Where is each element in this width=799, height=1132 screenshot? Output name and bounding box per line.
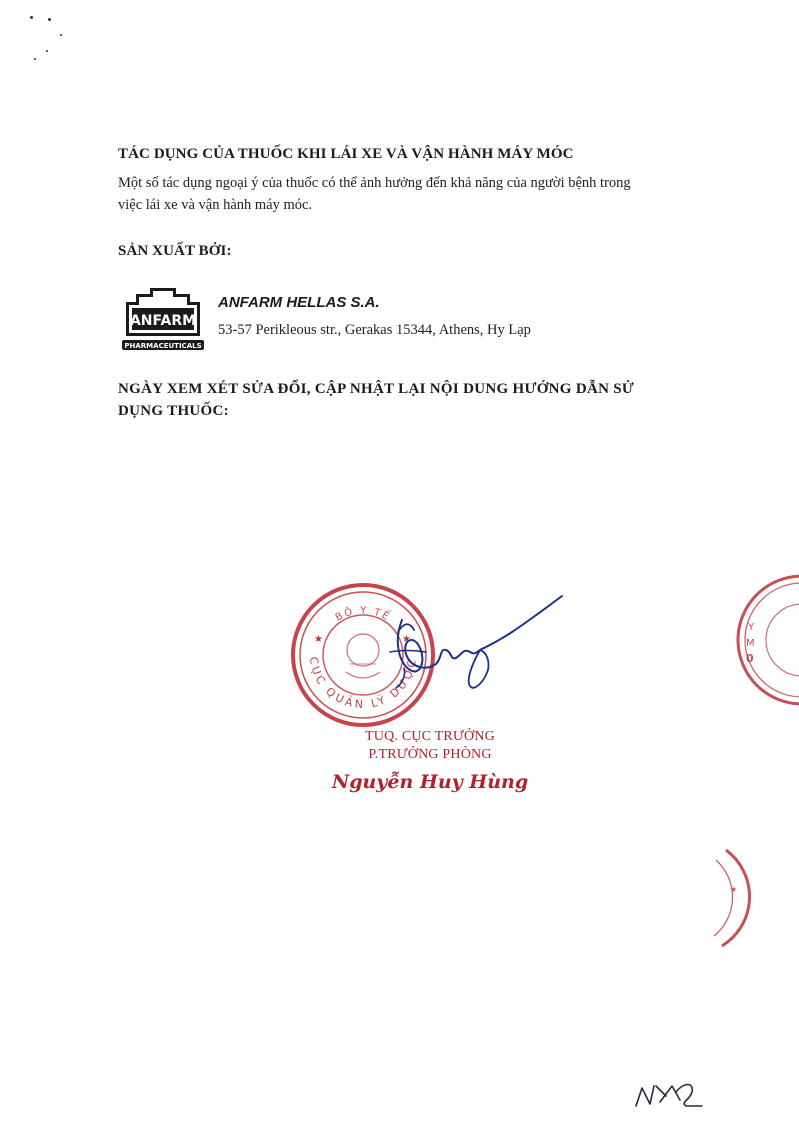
signatory-title-1: TUQ. CỤC TRƯỞNG [365, 729, 495, 744]
section-heading-driving-effects: TÁC DỤNG CỦA THUỐC KHI LÁI XE VÀ VẬN HÀNH MÁY MÓC [118, 146, 574, 162]
logo-subtext: PHARMACEUTICALS [124, 342, 202, 350]
signatory-title-2: P.TRƯỞNG PHÒNG [368, 747, 492, 762]
anfarm-logo [120, 288, 206, 352]
anfarm-logo-graphic [120, 288, 206, 352]
driving-effects-line-2: việc lái xe và vận hành máy móc. [118, 197, 313, 213]
section-heading-review-date [118, 378, 718, 422]
seal-top-text: BỘ Y TẾ [333, 605, 393, 624]
driving-effects-text [118, 172, 718, 216]
company-address: 53-57 Perikleous str., Gerakas 15344, Athens, Hy Lạp [218, 322, 531, 338]
svg-text:★: ★ [314, 634, 323, 645]
svg-text:M: M [746, 638, 755, 649]
partial-seal-bottom-graphic [712, 842, 799, 952]
svg-text:★: ★ [402, 634, 411, 645]
signatory-block [330, 728, 530, 796]
handwritten-signature [380, 592, 570, 702]
signature-graphic [380, 592, 570, 702]
handwritten-initials [632, 1072, 712, 1112]
partial-seal-top-graphic [732, 570, 799, 710]
signatory-name: Nguyễn Huy Hùng [331, 771, 529, 793]
section-heading-manufacturer: SẢN XUẤT BỞI: [118, 243, 232, 259]
svg-text:0: 0 [746, 652, 754, 665]
company-name: ANFARM HELLAS S.A. [218, 294, 380, 311]
svg-text:Y: Y [748, 622, 755, 633]
review-heading-line-2: DỤNG THUỐC: [118, 403, 229, 419]
partial-seal-right-top [732, 570, 799, 710]
logo-wordmark: ANFARM [129, 313, 197, 329]
initials-graphic [632, 1072, 712, 1112]
svg-text:★: ★ [730, 885, 738, 894]
seal-ring-text: CỤC QUẢN LÝ DƯỢC [306, 655, 420, 712]
partial-seal-right-bottom [712, 842, 799, 952]
review-heading-line-1: NGÀY XEM XÉT SỬA ĐỔI, CẬP NHẬT LẠI NỘI DUNG HƯỚNG DẪN SỬ [118, 381, 635, 397]
driving-effects-line-1: Một số tác dụng ngoại ý của thuốc có thể ảnh hưởng đến khả năng của người bệnh trong [118, 175, 631, 191]
